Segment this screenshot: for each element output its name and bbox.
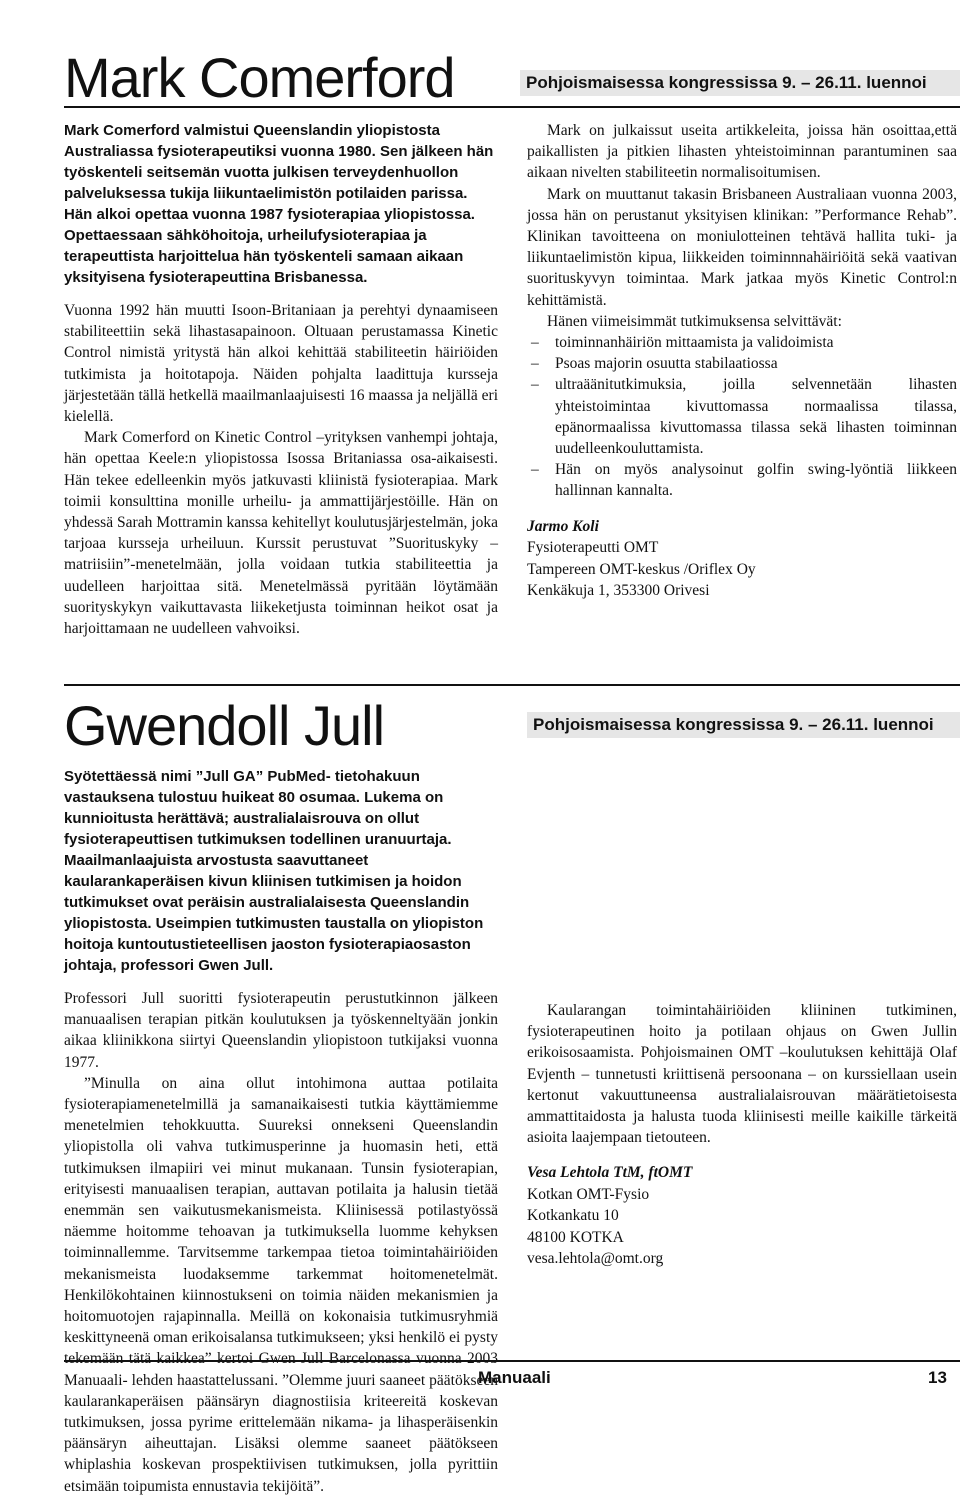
article-title-mark-comerford: Mark Comerford	[64, 46, 455, 109]
body-paragraph: Vuonna 1992 hän muutti Isoon-Britaniaan ja perehtyi dynaamiseen stabiliteettiin sekä lihastasapainoon. Oltuaan perustamassa Kinetic Control nimistä yritystä hän alkoi kehittää stabiliteetin häiriöiden tutkimista ja hoitotapoja. Näiden pohjalta laadittuja kursseja järjestetään tällä hetkellä maailmanlaajuisesti 16 maassa ja neljällä eri kielellä.	[64, 302, 498, 426]
article1-body-right	[527, 120, 957, 502]
author-line: 48100 KOTKA	[527, 1228, 624, 1246]
author-line: Kotkankatu 10	[527, 1207, 619, 1225]
footer-rule	[64, 1360, 960, 1362]
body-paragraph: Mark Comerford on Kinetic Control –yrityksen vanhempi johtaja, hän opettaa Keele:n yliopistossa Isossa Britaniassa osa-aikaisesti. Hän tekee edelleenkin myös jatkuvasti kliinistä fysioterapiaa. Mark toimii konsulttina monille urheilu- ja ammattijärjestöille. Hän on yhdessä Sarah Mottramin kanssa kehitellyt koulutusjärjestelmän, joka tarjoaa kursseja urheiluun. Kurssit perustuvat ”Suorituskyky –matriisiin”-menetelmään, jolla voidaan tutkia stabiliteettia ja uudelleen harjoittaa sitä. Menetelmässä pyritään löytämään suorityskykyn vaikuttavasta liikeketjusta toiminnan heikot osat ja harjoittamaan ne uudelleen vahvoiksi.	[64, 429, 498, 638]
magazine-name: Manuaali	[478, 1368, 551, 1387]
author-name: Vesa Lehtola TtM, ftOMT	[527, 1164, 693, 1182]
section-label: Pohjoismaisessa kongressissa 9. – 26.11. luennoi	[520, 70, 960, 96]
body-paragraph: Mark on julkaissut useita artikkeleita, joissa hän osoittaa,että paikallisten ja pitkien lihasten yhteistoiminnan parantuminen saa aikaan nivelten stabiliteetin normalisoitumisen.	[527, 122, 957, 182]
author-line: Kenkäkuja 1, 353300 Orivesi	[527, 582, 710, 600]
author-line: Kotkan OMT-Fysio	[527, 1185, 650, 1203]
article1-left-column	[64, 120, 498, 639]
article1-signature	[527, 516, 957, 602]
section-label: Pohjoismaisessa kongressissa 9. – 26.11. luennoi	[527, 712, 960, 738]
article2-right-column	[527, 1000, 957, 1270]
lead-paragraph: Mark Comerford valmistui Queenslandin yliopistosta Australiassa fysioterapeutiksi vuonna 1980. Sen jälkeen hän työskenteli seitsemän vuotta julkisen terveydenhuollon palveluksessa tukija liikuntaelimistön potilaiden parissa. Hän alkoi opettaa vuonna 1987 fysioterapiaa yliopistossa.	[64, 122, 494, 223]
section-divider-rule	[64, 684, 960, 686]
article-title-gwendoll-jull: Gwendoll Jull	[64, 694, 385, 757]
list-item: – Psoas majorin osuutta stabilaatiossa	[527, 353, 957, 374]
lead-paragraph: Opettaessaan sähköhoitoja, urheilufysioterapiaa ja terapeuttista harjoittelua hän työskenteli samaan aikaan yksityisena fysioterapeuttina Brisbanessa.	[64, 227, 464, 286]
body-paragraph: Mark on muuttanut takasin Brisbaneen Australiaan vuonna 2003, jossa hän on perustanut yksityisen klinikan: ”Performance Rehab”. Klinikan tavoitteena on moniulotteinen tehtävä hallita tuki- ja liikuntaelimistön kipua, liikkeiden toiminnnahäiriöitä sekä vaativan suorituskyvyn toimintaa. Mark jatkaa myös Kinetic Control:n kehittämistä.	[527, 185, 957, 309]
article1-lead	[64, 120, 498, 288]
author-line: Fysioterapeutti OMT	[527, 539, 659, 557]
list-item: – ultraäänitutkimuksia, joilla selvennetään lihasten yhteistoimintaa kivuttomassa normaalissa tilassa, epänormaalissa kivuttomassa tilassa sekä lihasten toiminnan uudelleenkouluttamista.	[527, 374, 957, 459]
body-paragraph: Hänen viimeisimmät tutkimuksensa selvittävät:	[547, 312, 842, 330]
article2-body-right	[527, 1000, 957, 1148]
article2-lead	[64, 766, 498, 976]
body-paragraph: ”Minulla on aina ollut intohimona auttaa potilaita fysioterapiamenetelmillä ja samanaikaisesti tutkia käyttämiemme menetelmien tehokkuutta. Suureksi onnekseni Queenslandin yliopistolla oli vahva tutkimusperinne ja huomasin heti, että tutkimuksen ilmapiiri vei minut mukanaan. Tunsin fysioterapian, erityisesti manuaalisen terapian, auttavan potilaita ja halusin tietää enemmän sen vaikutusmekanismeista. Kliinisessä potilastyössä näemme hoitomme tehoavan ja tutkimuksella luomme kehyksen toiminnallemme. Tarvitsemme tarkempaa tietoa toimintahäiriöiden mekanismeista luodaksemme tarkemmat hoitomenetelmät. Henkilökohtainen kiinnostukseni on toimia näiden mekanismien ja hoitomuotojen rajapinnalla. Meillä on kokonaisia tutkimusryhmiä keskittyneenä oman erikoisalansa tutkimukseen; yksi henkilö ei pysty tekemään tätä kaikkea” kertoi Gwen Jull Barcelonassa vuonna 2003 Manuaali- lehden haastattelussani. ”Olemme juuri saaneet päätökseen kaularankaperäisen päänsäryn diagnostiisia kriteereitä koskevan tutkimuksen, jossa pyrime erittelemään nikama- ja lihasperäisenkin päänsäryn aiheuttajan. Lisäksi olemme saaneet päätökseen whiplashia koskevan prospektiivisen tutkimuksen, jolla pyrittiin etsimään toipumista ennustavia tekijöitä”.	[64, 1074, 498, 1495]
top-rule	[64, 106, 960, 108]
page-number: 13	[928, 1368, 947, 1387]
body-paragraph: Professori Jull suoritti fysioterapeutin perustutkinnon jälkeen manuaalisen terapian pitkän koulutuksen ja työskenneltyään jonkin aikaa kliinikkona siirtyi Queenslandin yliopistoon tutkijaksi vuonna 1977.	[64, 990, 498, 1071]
author-line: vesa.lehtola@omt.org	[527, 1250, 664, 1268]
author-line: Tampereen OMT-keskus /Oriflex Oy	[527, 560, 756, 578]
article2-signature	[527, 1162, 957, 1270]
list-item: – toiminnanhäiriön mittaamista ja validoimista	[527, 332, 957, 353]
article1-right-column	[527, 120, 957, 602]
article1-body-left	[64, 300, 498, 639]
article2-body-left	[64, 988, 498, 1497]
research-list	[527, 332, 957, 502]
article2-left-column	[64, 766, 498, 1497]
list-item: – Hän on myös analysoinut golfin swing-lyöntiä liikkeen hallinnan kannalta.	[527, 459, 957, 501]
body-paragraph: Kaularangan toimintahäiriöiden kliininen tutkiminen, fysioterapeutinen hoito ja potilaan ohjaus on Gwen Jullin erikoisosaamista. Pohjoismainen OMT –koulutuksen kehittäjä Olaf Evjenth – tunnetusti kriittisenä persoonana – on kurssiellaan usein kertonut vakuuttuneensa australialaisrouvan määrätietoisesta ammattitaidosta ja halusta tuoda kliinisesti meille kaikille tärkeitä asioita laajempaan tietouteen.	[527, 1002, 957, 1147]
lead-paragraph: Syötettäessä nimi ”Jull GA” PubMed- tietohakuun vastauksena tulostuu huikeat 80 osumaa. Lukema on kunnioitusta herättävä; australialaisrouva on ollut fysioterapeuttisen tutkimuksen todellinen uranuurtaja. Maailmanlaajuista arvostusta saavuttaneet kaularankaperäisen kivun kliinisen tutkimisen ja hoidon tutkimukset ovat peräisin australialaisesta Queenslandin yliopistosta. Useimpien tutkimusten taustalla on yliopiston hoitoja kuntoutustieteellisen jaoston fysioterapiaosaston johtaja, professori Gwen Jull.	[64, 768, 484, 974]
author-name: Jarmo Koli	[527, 517, 599, 535]
